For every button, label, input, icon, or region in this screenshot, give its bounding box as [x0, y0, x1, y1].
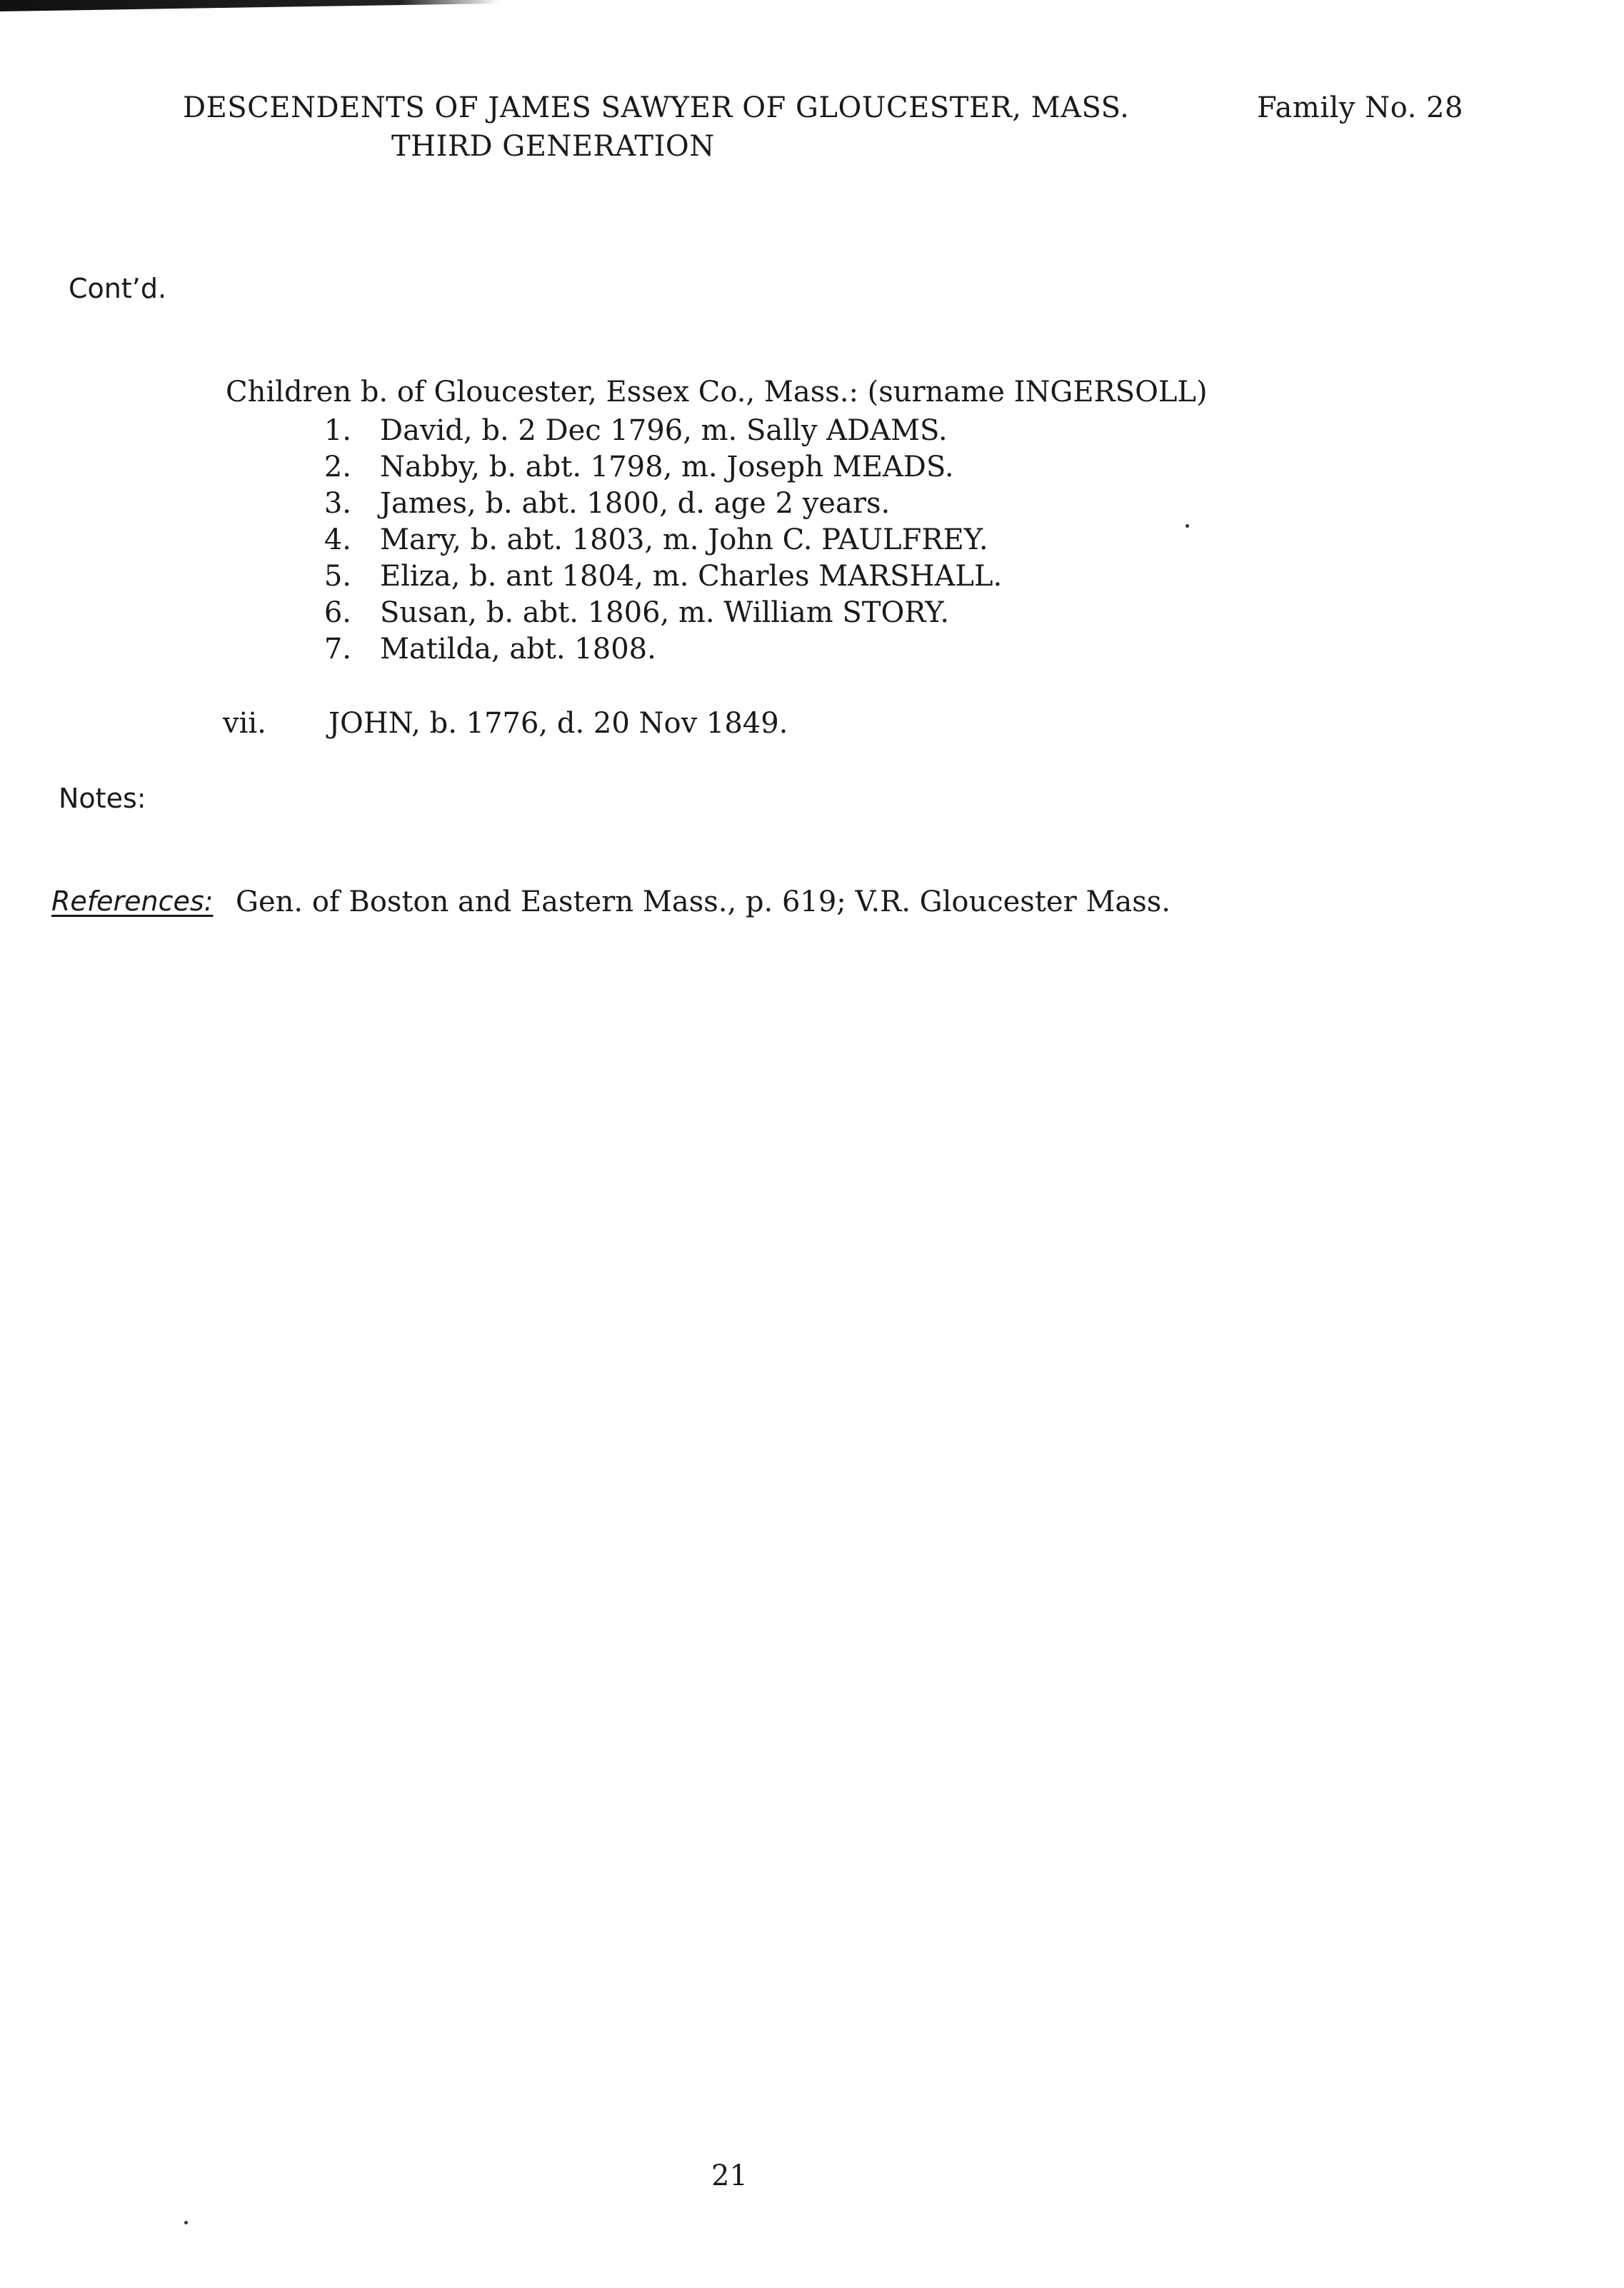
scan-speck	[1186, 524, 1189, 528]
child-entry: James, b. abt. 1800, d. age 2 years.	[380, 487, 891, 520]
child-entry: Eliza, b. ant 1804, m. Charles MARSHALL.	[380, 560, 1003, 593]
child-number: 7.	[324, 633, 351, 666]
children-intro: Children b. of Gloucester, Essex Co., Mass.: (surname INGERSOLL)	[226, 376, 1208, 408]
continued-label: Cont’d.	[69, 273, 167, 304]
list-item	[309, 414, 1594, 451]
children-list	[309, 414, 1594, 686]
notes-label: Notes:	[59, 783, 146, 814]
references-text: Gen. of Boston and Eastern Mass., p. 619; V.R. Gloucester Mass.	[236, 885, 1171, 918]
generation-subtitle: THIRD GENERATION	[391, 130, 715, 163]
child-entry: Mary, b. abt. 1803, m. John C. PAULFREY.	[380, 523, 988, 556]
child-number: 6.	[324, 596, 351, 629]
scan-speck	[184, 2221, 188, 2224]
list-item	[309, 487, 1594, 524]
list-item	[309, 560, 1594, 597]
child-number: 5.	[324, 560, 351, 593]
family-number: Family No. 28	[1257, 91, 1463, 124]
list-item	[309, 523, 1594, 561]
child-number: 3.	[324, 487, 351, 520]
references-label: References:	[51, 885, 214, 917]
child-entry: Susan, b. abt. 1806, m. William STORY.	[380, 596, 950, 629]
child-number: 4.	[324, 523, 351, 556]
child-entry: David, b. 2 Dec 1796, m. Sally ADAMS.	[380, 414, 948, 447]
sibling-number: vii.	[223, 707, 266, 740]
document-title: DESCENDENTS OF JAMES SAWYER OF GLOUCESTER, MASS.	[183, 91, 1130, 124]
list-item	[309, 596, 1594, 633]
child-number: 2.	[324, 451, 351, 483]
list-item	[309, 633, 1594, 670]
sibling-entry: JOHN, b. 1776, d. 20 Nov 1849.	[329, 707, 788, 740]
child-entry: Matilda, abt. 1808.	[380, 633, 656, 666]
child-entry: Nabby, b. abt. 1798, m. Joseph MEADS.	[380, 451, 954, 483]
child-number: 1.	[324, 414, 351, 447]
scan-edge-mark	[0, 0, 500, 11]
page-number: 21	[711, 2159, 748, 2192]
list-item	[309, 451, 1594, 488]
